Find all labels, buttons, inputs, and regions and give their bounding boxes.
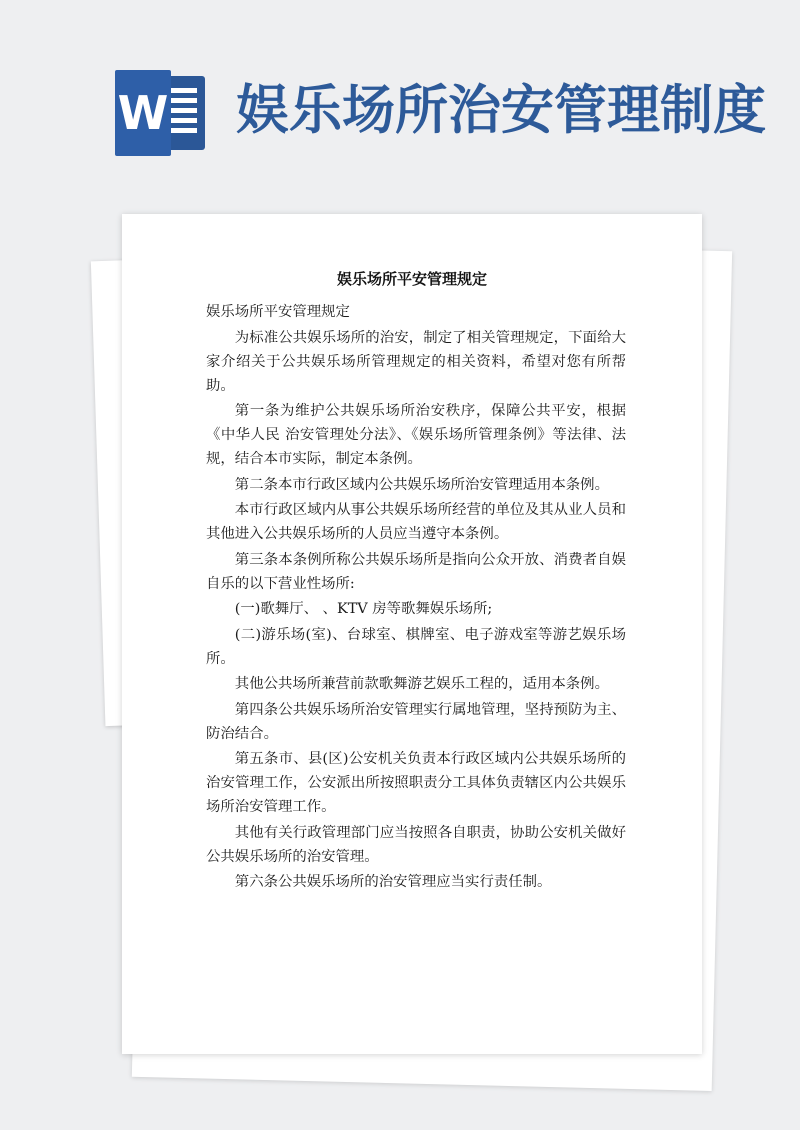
document-page [122,214,702,1054]
word-icon-line [169,128,197,133]
document-paragraph: (一)歌舞厅、 、KTV 房等歌舞娱乐场所; [234,601,493,617]
document-paragraph: 第五条市、县(区)公安机关负责本行政区域内公共娱乐场所的治安管理工作，公安派出所按照职责分工具体负责辖区内公共娱乐场所治安管理工作。 [206,751,626,815]
document-paragraph: 其他公共场所兼营前款歌舞游艺娱乐工程的，适用本条例。 [234,676,609,692]
word-icon-line [169,88,197,93]
document-paragraph: 为标准公共娱乐场所的治安，制定了相关管理规定，下面给大家介绍关于公共娱乐场所管理规定的相关资料，希望对您有所帮助。 [206,329,626,394]
banner [0,0,800,200]
document-body [206,300,626,896]
banner-title: 娱乐场所治安管理制度 [236,80,766,141]
document-paragraph: (二)游乐场(室)、台球室、棋牌室、电子游戏室等游艺娱乐场所。 [206,626,626,667]
word-icon-line [169,98,197,103]
document-title: 娱乐场所平安管理规定 [336,270,487,288]
document-paragraph: 第一条为维护公共娱乐场所治安秩序，保障公共平安，根据《中华人民 治安管理处分法》、《娱乐场所管理条例》等法律、法规，结合本市实际，制定本条例。 [206,403,626,467]
document-paragraph: 娱乐场所平安管理规定 [206,304,350,320]
word-icon-line [169,118,197,123]
document-paragraph: 本市行政区域内从事公共娱乐场所经营的单位及其从业人员和其他进入公共娱乐场所的人员应当遵守本条例。 [206,502,626,542]
document-paragraph: 第三条本条例所称公共娱乐场所是指向公众开放、消费者自娱自乐的以下营业性场所: [206,551,626,592]
word-document-icon [113,70,213,156]
document-paragraph: 第二条本市行政区域内公共娱乐场所治安管理适用本条例。 [234,476,609,493]
word-icon-line [169,108,197,113]
word-icon-badge: W [115,70,171,156]
document-paragraph: 第四条公共娱乐场所治安管理实行属地管理，坚持预防为主、防治结合。 [206,701,626,742]
document-paragraph: 其他有关行政管理部门应当按照各自职责，协助公安机关做好公共娱乐场所的治安管理。 [206,824,626,865]
document-paragraph: 第六条公共娱乐场所的治安管理应当实行责任制。 [234,874,552,890]
